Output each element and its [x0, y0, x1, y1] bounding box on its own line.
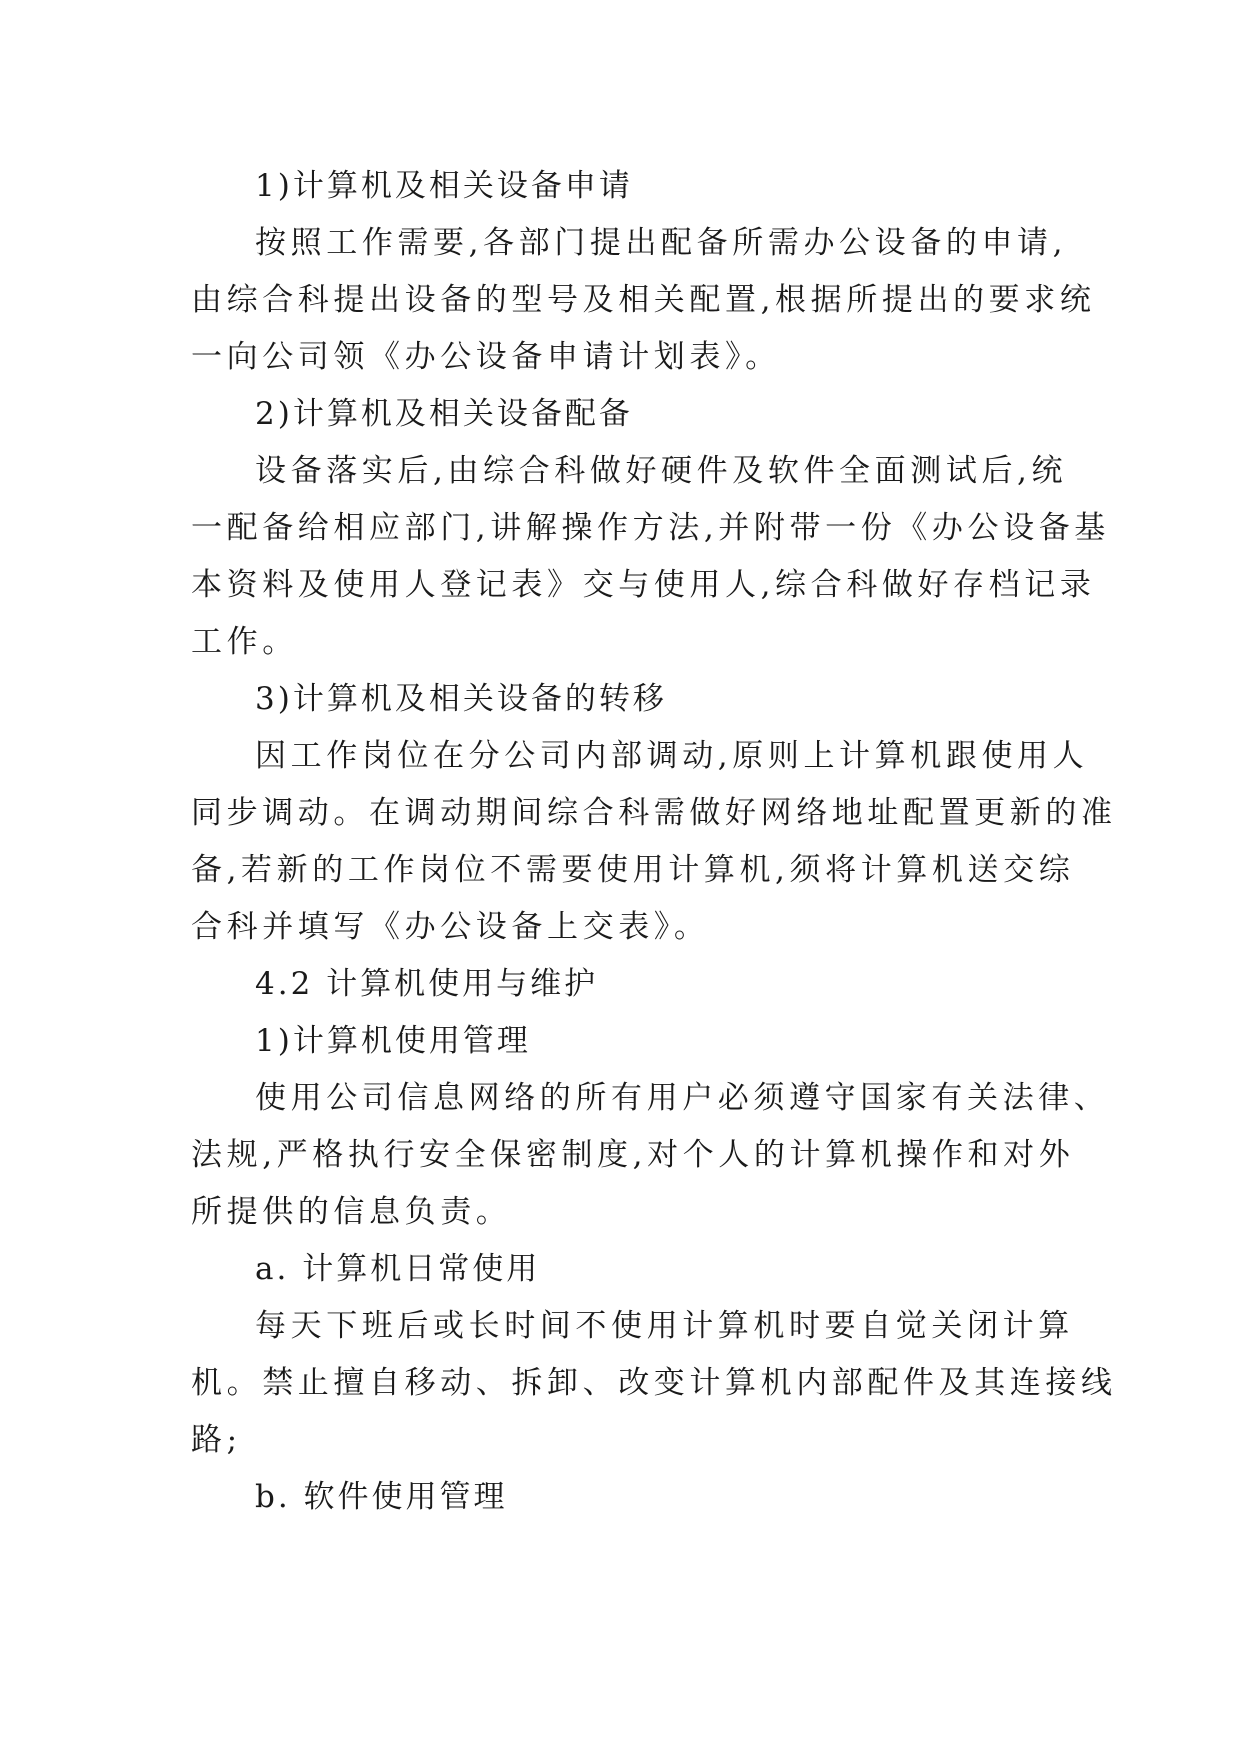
- paragraph-line: 一向公司领《办公设备申请计划表》。: [191, 339, 781, 375]
- paragraph-line: 法规,严格执行安全保密制度,对个人的计算机操作和对外: [191, 1137, 1075, 1173]
- paragraph-line: 由综合科提出设备的型号及相关配置,根据所提出的要求统: [191, 282, 1096, 318]
- item-heading-software-use-management: b. 软件使用管理: [255, 1479, 508, 1515]
- paragraph-line: 按照工作需要,各部门提出配备所需办公设备的申请,: [255, 225, 1068, 261]
- section-heading-equipment-application: 1)计算机及相关设备申请: [255, 168, 633, 204]
- paragraph-line: 工作。: [191, 624, 298, 660]
- subsection-heading-computer-use-management: 1)计算机使用管理: [255, 1023, 531, 1059]
- section-heading-equipment-transfer: 3)计算机及相关设备的转移: [255, 681, 667, 717]
- paragraph-line: 机。禁止擅自移动、拆卸、改变计算机内部配件及其连接线: [191, 1365, 1117, 1401]
- item-heading-daily-use: a. 计算机日常使用: [255, 1251, 541, 1287]
- paragraph-line: 一配备给相应部门,讲解操作方法,并附带一份《办公设备基: [191, 510, 1110, 546]
- paragraph-line: 使用公司信息网络的所有用户必须遵守国家有关法律、: [255, 1080, 1110, 1116]
- section-heading-equipment-allocation: 2)计算机及相关设备配备: [255, 396, 633, 432]
- paragraph-line: 因工作岗位在分公司内部调动,原则上计算机跟使用人: [255, 738, 1089, 774]
- paragraph-line: 每天下班后或长时间不使用计算机时要自觉关闭计算: [255, 1308, 1074, 1344]
- paragraph-line: 同步调动。在调动期间综合科需做好网络地址配置更新的准: [191, 795, 1117, 831]
- paragraph-line: 设备落实后,由综合科做好硬件及软件全面测试后,统: [255, 453, 1068, 489]
- paragraph-line: 合科并填写《办公设备上交表》。: [191, 909, 710, 945]
- paragraph-line: 路;: [191, 1422, 242, 1458]
- paragraph-line: 本资料及使用人登记表》交与使用人,综合科做好存档记录: [191, 567, 1096, 603]
- section-heading-computer-use-maintenance: 4.2 计算机使用与维护: [255, 966, 599, 1002]
- paragraph-line: 所提供的信息负责。: [191, 1194, 512, 1230]
- paragraph-line: 备,若新的工作岗位不需要使用计算机,须将计算机送交综: [191, 852, 1075, 888]
